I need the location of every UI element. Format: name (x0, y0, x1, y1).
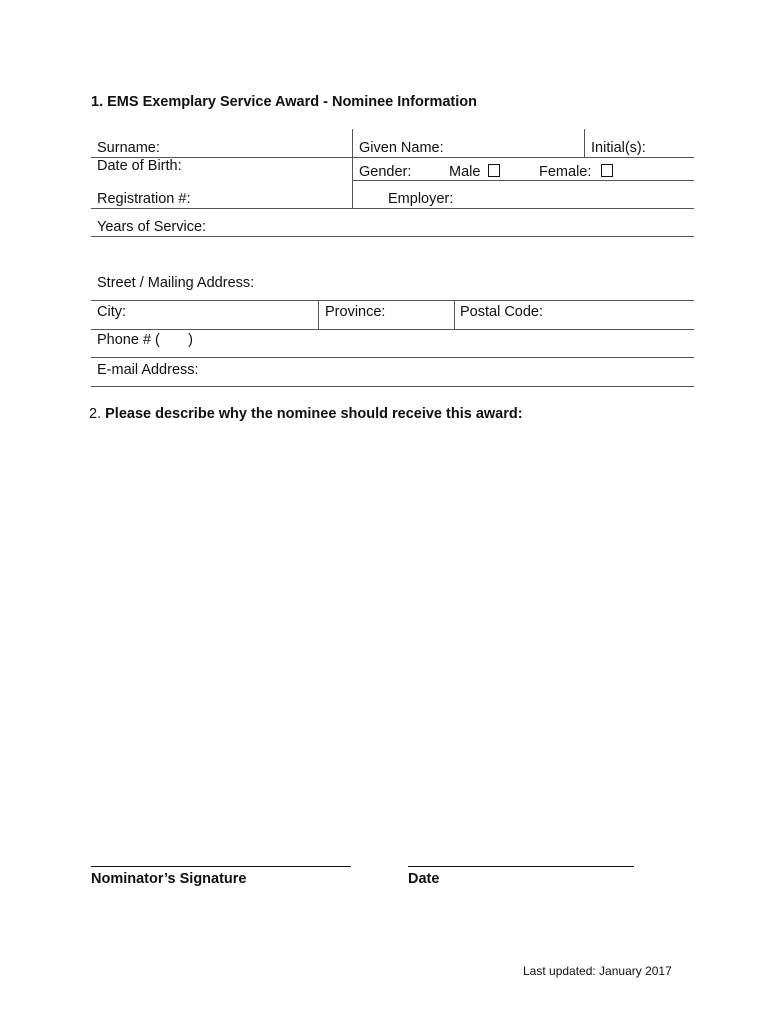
employer-label: Employer: (388, 191, 454, 207)
email-label: E-mail Address: (97, 362, 199, 378)
divider-vertical (352, 129, 353, 209)
divider-vertical (454, 300, 455, 329)
years-of-service-label: Years of Service: (97, 219, 207, 235)
date-label: Date (408, 871, 440, 887)
gender-label: Gender: (359, 164, 412, 180)
divider-vertical (584, 129, 585, 157)
street-address-label: Street / Mailing Address: (97, 275, 255, 291)
city-label: City: (97, 304, 126, 320)
divider-horizontal (91, 300, 694, 301)
phone-label: Phone # ( ) (97, 332, 193, 348)
divider-horizontal (91, 386, 694, 387)
divider-horizontal (91, 208, 694, 209)
province-label: Province: (325, 304, 386, 320)
date-line[interactable] (408, 866, 634, 867)
divider-horizontal (91, 329, 694, 330)
surname-label: Surname: (97, 140, 160, 156)
divider-vertical (318, 300, 319, 329)
registration-label: Registration #: (97, 191, 191, 207)
section-2-heading (89, 406, 523, 423)
divider-horizontal (91, 236, 694, 237)
section-2-title: Please describe why the nominee should receive this award: (105, 406, 523, 422)
last-updated-footer: Last updated: January 2017 (523, 964, 672, 978)
male-checkbox[interactable] (488, 164, 500, 177)
postal-code-label: Postal Code: (460, 304, 544, 320)
male-label: Male (449, 164, 481, 180)
section-2-number: 2. (89, 406, 106, 422)
female-label: Female: (539, 164, 592, 180)
date-of-birth-label: Date of Birth: (97, 158, 182, 174)
section-1-heading: 1. EMS Exemplary Service Award - Nominee Information (91, 94, 477, 110)
nominator-signature-label: Nominator’s Signature (91, 871, 247, 887)
initials-label: Initial(s): (591, 140, 646, 156)
given-name-label: Given Name: (359, 140, 444, 156)
female-checkbox[interactable] (601, 164, 613, 177)
nominator-signature-line[interactable] (91, 866, 351, 867)
divider-horizontal (91, 357, 694, 358)
